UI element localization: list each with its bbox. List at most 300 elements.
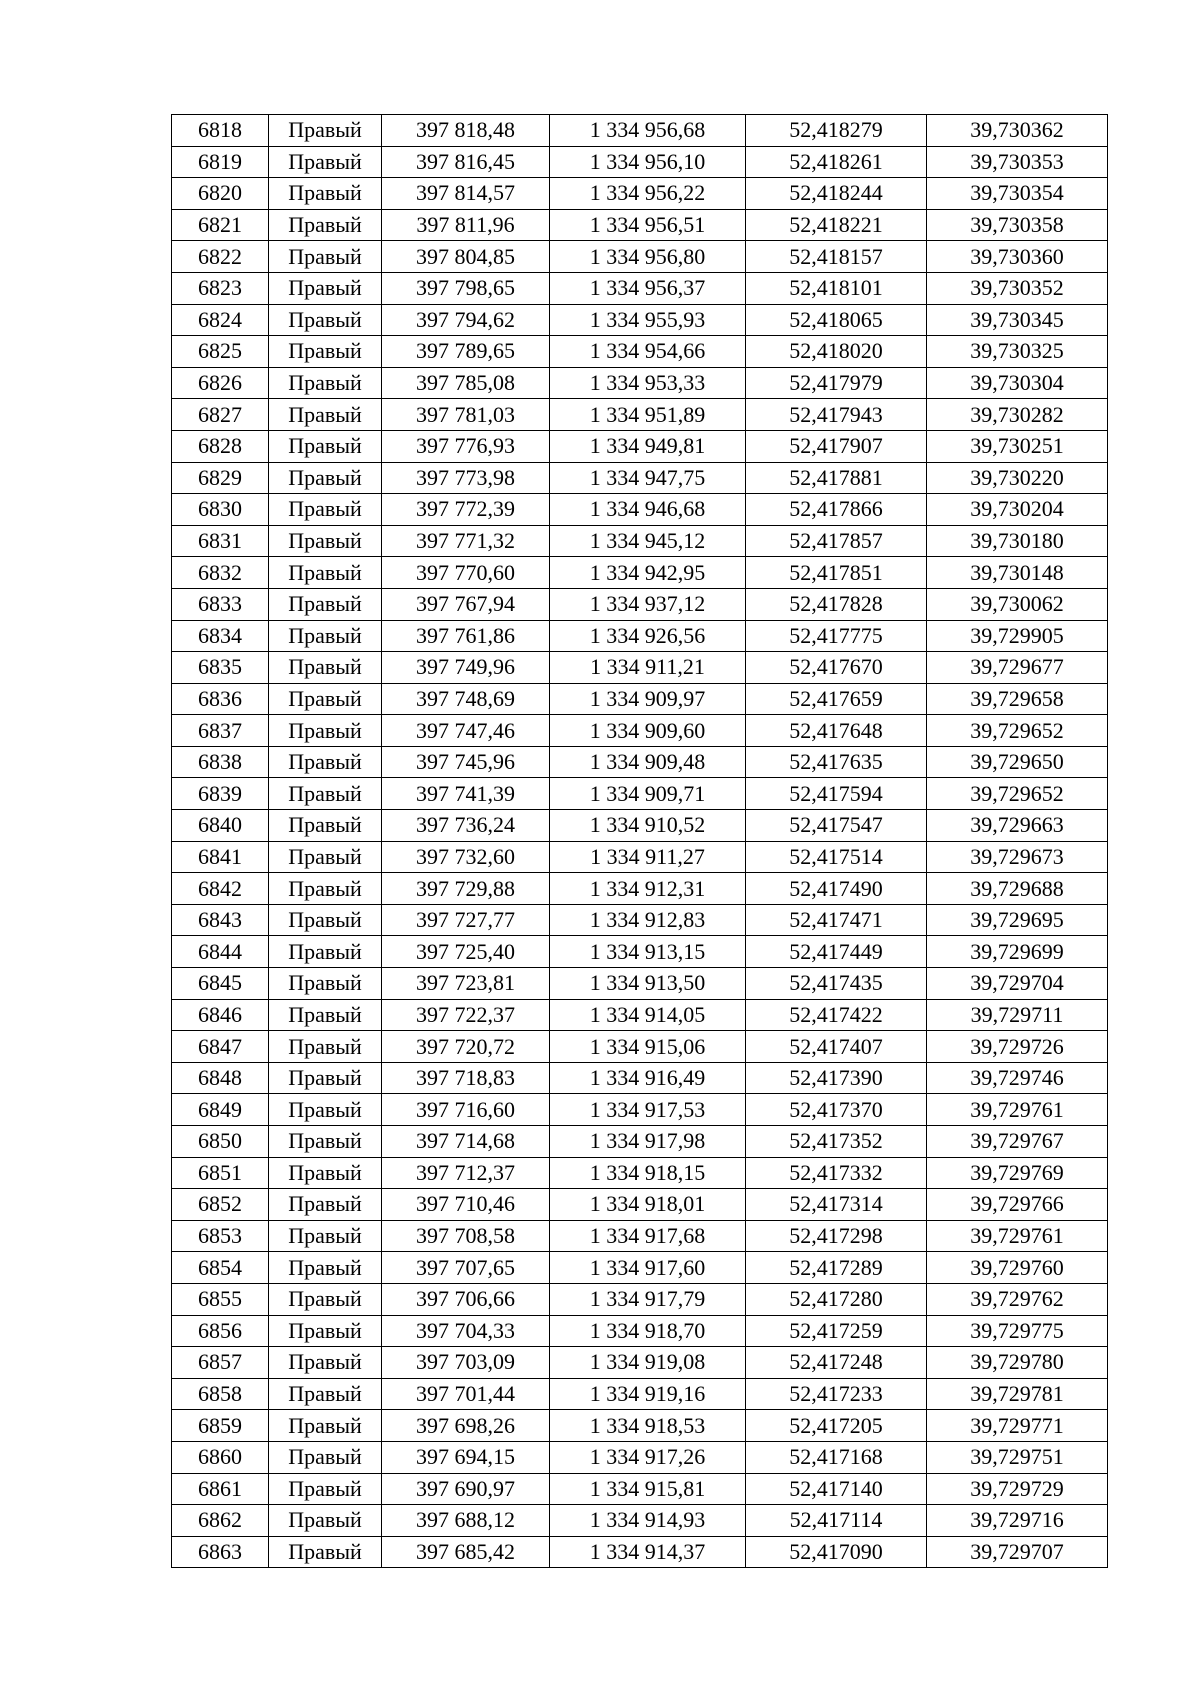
longitude-cell: 39,729711 xyxy=(927,999,1108,1031)
latitude-cell: 52,417259 xyxy=(746,1315,927,1347)
longitude-cell: 39,730180 xyxy=(927,525,1108,557)
latitude-cell: 52,417490 xyxy=(746,873,927,905)
x-coordinate-cell: 397 698,26 xyxy=(382,1410,550,1442)
longitude-cell: 39,729658 xyxy=(927,683,1108,715)
x-coordinate-cell: 397 727,77 xyxy=(382,904,550,936)
latitude-cell: 52,417449 xyxy=(746,936,927,968)
latitude-cell: 52,417866 xyxy=(746,494,927,526)
y-coordinate-cell: 1 334 911,21 xyxy=(550,652,746,684)
point-number-cell: 6829 xyxy=(172,462,269,494)
x-coordinate-cell: 397 708,58 xyxy=(382,1220,550,1252)
point-number-cell: 6821 xyxy=(172,209,269,241)
y-coordinate-cell: 1 334 912,31 xyxy=(550,873,746,905)
x-coordinate-cell: 397 707,65 xyxy=(382,1252,550,1284)
x-coordinate-cell: 397 690,97 xyxy=(382,1473,550,1505)
table-row xyxy=(172,778,1108,810)
table-row xyxy=(172,999,1108,1031)
table-row xyxy=(172,1315,1108,1347)
side-cell: Правый xyxy=(269,652,382,684)
latitude-cell: 52,417248 xyxy=(746,1347,927,1379)
point-number-cell: 6843 xyxy=(172,904,269,936)
point-number-cell: 6862 xyxy=(172,1505,269,1537)
longitude-cell: 39,729699 xyxy=(927,936,1108,968)
point-number-cell: 6861 xyxy=(172,1473,269,1505)
latitude-cell: 52,417140 xyxy=(746,1473,927,1505)
longitude-cell: 39,730251 xyxy=(927,430,1108,462)
latitude-cell: 52,417907 xyxy=(746,430,927,462)
longitude-cell: 39,729769 xyxy=(927,1157,1108,1189)
longitude-cell: 39,729761 xyxy=(927,1094,1108,1126)
y-coordinate-cell: 1 334 917,68 xyxy=(550,1220,746,1252)
side-cell: Правый xyxy=(269,904,382,936)
table-row xyxy=(172,304,1108,336)
latitude-cell: 52,417881 xyxy=(746,462,927,494)
table-row xyxy=(172,1441,1108,1473)
side-cell: Правый xyxy=(269,178,382,210)
longitude-cell: 39,729704 xyxy=(927,968,1108,1000)
point-number-cell: 6842 xyxy=(172,873,269,905)
coordinates-table xyxy=(171,114,1108,1568)
point-number-cell: 6855 xyxy=(172,1283,269,1315)
y-coordinate-cell: 1 334 951,89 xyxy=(550,399,746,431)
table-row xyxy=(172,1220,1108,1252)
y-coordinate-cell: 1 334 954,66 xyxy=(550,336,746,368)
longitude-cell: 39,729905 xyxy=(927,620,1108,652)
table-row xyxy=(172,1157,1108,1189)
x-coordinate-cell: 397 729,88 xyxy=(382,873,550,905)
y-coordinate-cell: 1 334 956,22 xyxy=(550,178,746,210)
side-cell: Правый xyxy=(269,1347,382,1379)
latitude-cell: 52,418157 xyxy=(746,241,927,273)
point-number-cell: 6818 xyxy=(172,115,269,147)
latitude-cell: 52,417298 xyxy=(746,1220,927,1252)
x-coordinate-cell: 397 747,46 xyxy=(382,715,550,747)
x-coordinate-cell: 397 688,12 xyxy=(382,1505,550,1537)
latitude-cell: 52,417471 xyxy=(746,904,927,936)
side-cell: Правый xyxy=(269,778,382,810)
side-cell: Правый xyxy=(269,588,382,620)
longitude-cell: 39,730062 xyxy=(927,588,1108,620)
longitude-cell: 39,729746 xyxy=(927,1062,1108,1094)
x-coordinate-cell: 397 785,08 xyxy=(382,367,550,399)
side-cell: Правый xyxy=(269,209,382,241)
latitude-cell: 52,417314 xyxy=(746,1189,927,1221)
table-row xyxy=(172,1031,1108,1063)
side-cell: Правый xyxy=(269,1157,382,1189)
x-coordinate-cell: 397 814,57 xyxy=(382,178,550,210)
longitude-cell: 39,730352 xyxy=(927,272,1108,304)
x-coordinate-cell: 397 723,81 xyxy=(382,968,550,1000)
x-coordinate-cell: 397 706,66 xyxy=(382,1283,550,1315)
x-coordinate-cell: 397 712,37 xyxy=(382,1157,550,1189)
side-cell: Правый xyxy=(269,462,382,494)
point-number-cell: 6851 xyxy=(172,1157,269,1189)
table-row xyxy=(172,115,1108,147)
x-coordinate-cell: 397 772,39 xyxy=(382,494,550,526)
latitude-cell: 52,417352 xyxy=(746,1126,927,1158)
y-coordinate-cell: 1 334 942,95 xyxy=(550,557,746,589)
x-coordinate-cell: 397 818,48 xyxy=(382,115,550,147)
latitude-cell: 52,418065 xyxy=(746,304,927,336)
point-number-cell: 6860 xyxy=(172,1441,269,1473)
longitude-cell: 39,729677 xyxy=(927,652,1108,684)
point-number-cell: 6848 xyxy=(172,1062,269,1094)
x-coordinate-cell: 397 704,33 xyxy=(382,1315,550,1347)
y-coordinate-cell: 1 334 956,51 xyxy=(550,209,746,241)
latitude-cell: 52,417635 xyxy=(746,746,927,778)
x-coordinate-cell: 397 722,37 xyxy=(382,999,550,1031)
point-number-cell: 6836 xyxy=(172,683,269,715)
longitude-cell: 39,730220 xyxy=(927,462,1108,494)
table-row xyxy=(172,525,1108,557)
side-cell: Правый xyxy=(269,936,382,968)
y-coordinate-cell: 1 334 917,26 xyxy=(550,1441,746,1473)
longitude-cell: 39,729767 xyxy=(927,1126,1108,1158)
table-row xyxy=(172,462,1108,494)
latitude-cell: 52,417547 xyxy=(746,810,927,842)
point-number-cell: 6857 xyxy=(172,1347,269,1379)
side-cell: Правый xyxy=(269,1536,382,1568)
y-coordinate-cell: 1 334 947,75 xyxy=(550,462,746,494)
side-cell: Правый xyxy=(269,1473,382,1505)
longitude-cell: 39,729688 xyxy=(927,873,1108,905)
latitude-cell: 52,417943 xyxy=(746,399,927,431)
table-row xyxy=(172,1347,1108,1379)
latitude-cell: 52,418101 xyxy=(746,272,927,304)
point-number-cell: 6853 xyxy=(172,1220,269,1252)
latitude-cell: 52,417090 xyxy=(746,1536,927,1568)
latitude-cell: 52,417435 xyxy=(746,968,927,1000)
point-number-cell: 6834 xyxy=(172,620,269,652)
x-coordinate-cell: 397 732,60 xyxy=(382,841,550,873)
longitude-cell: 39,729663 xyxy=(927,810,1108,842)
longitude-cell: 39,730325 xyxy=(927,336,1108,368)
y-coordinate-cell: 1 334 919,08 xyxy=(550,1347,746,1379)
point-number-cell: 6828 xyxy=(172,430,269,462)
latitude-cell: 52,418020 xyxy=(746,336,927,368)
x-coordinate-cell: 397 811,96 xyxy=(382,209,550,241)
point-number-cell: 6838 xyxy=(172,746,269,778)
longitude-cell: 39,730204 xyxy=(927,494,1108,526)
side-cell: Правый xyxy=(269,1220,382,1252)
side-cell: Правый xyxy=(269,873,382,905)
longitude-cell: 39,730362 xyxy=(927,115,1108,147)
longitude-cell: 39,729726 xyxy=(927,1031,1108,1063)
table-row xyxy=(172,1473,1108,1505)
table-row xyxy=(172,1410,1108,1442)
longitude-cell: 39,729729 xyxy=(927,1473,1108,1505)
side-cell: Правый xyxy=(269,620,382,652)
side-cell: Правый xyxy=(269,1441,382,1473)
point-number-cell: 6833 xyxy=(172,588,269,620)
table-row xyxy=(172,1094,1108,1126)
table-row xyxy=(172,652,1108,684)
longitude-cell: 39,730354 xyxy=(927,178,1108,210)
longitude-cell: 39,729771 xyxy=(927,1410,1108,1442)
latitude-cell: 52,417659 xyxy=(746,683,927,715)
longitude-cell: 39,729762 xyxy=(927,1283,1108,1315)
y-coordinate-cell: 1 334 955,93 xyxy=(550,304,746,336)
table-row xyxy=(172,904,1108,936)
side-cell: Правый xyxy=(269,1031,382,1063)
x-coordinate-cell: 397 781,03 xyxy=(382,399,550,431)
table-row xyxy=(172,1378,1108,1410)
longitude-cell: 39,729775 xyxy=(927,1315,1108,1347)
latitude-cell: 52,418244 xyxy=(746,178,927,210)
y-coordinate-cell: 1 334 911,27 xyxy=(550,841,746,873)
y-coordinate-cell: 1 334 937,12 xyxy=(550,588,746,620)
table-row xyxy=(172,683,1108,715)
latitude-cell: 52,417775 xyxy=(746,620,927,652)
point-number-cell: 6825 xyxy=(172,336,269,368)
table-row xyxy=(172,494,1108,526)
latitude-cell: 52,418221 xyxy=(746,209,927,241)
table-row xyxy=(172,367,1108,399)
point-number-cell: 6837 xyxy=(172,715,269,747)
side-cell: Правый xyxy=(269,1410,382,1442)
x-coordinate-cell: 397 771,32 xyxy=(382,525,550,557)
longitude-cell: 39,730148 xyxy=(927,557,1108,589)
table-row xyxy=(172,1283,1108,1315)
side-cell: Правый xyxy=(269,1378,382,1410)
latitude-cell: 52,417114 xyxy=(746,1505,927,1537)
point-number-cell: 6823 xyxy=(172,272,269,304)
latitude-cell: 52,417205 xyxy=(746,1410,927,1442)
y-coordinate-cell: 1 334 956,80 xyxy=(550,241,746,273)
y-coordinate-cell: 1 334 918,01 xyxy=(550,1189,746,1221)
side-cell: Правый xyxy=(269,494,382,526)
latitude-cell: 52,418261 xyxy=(746,146,927,178)
x-coordinate-cell: 397 748,69 xyxy=(382,683,550,715)
side-cell: Правый xyxy=(269,115,382,147)
longitude-cell: 39,729650 xyxy=(927,746,1108,778)
table-row xyxy=(172,746,1108,778)
x-coordinate-cell: 397 749,96 xyxy=(382,652,550,684)
longitude-cell: 39,729707 xyxy=(927,1536,1108,1568)
longitude-cell: 39,729760 xyxy=(927,1252,1108,1284)
y-coordinate-cell: 1 334 918,53 xyxy=(550,1410,746,1442)
y-coordinate-cell: 1 334 926,56 xyxy=(550,620,746,652)
side-cell: Правый xyxy=(269,1062,382,1094)
latitude-cell: 52,417233 xyxy=(746,1378,927,1410)
side-cell: Правый xyxy=(269,1189,382,1221)
longitude-cell: 39,729673 xyxy=(927,841,1108,873)
x-coordinate-cell: 397 794,62 xyxy=(382,304,550,336)
latitude-cell: 52,417979 xyxy=(746,367,927,399)
longitude-cell: 39,729652 xyxy=(927,778,1108,810)
longitude-cell: 39,729766 xyxy=(927,1189,1108,1221)
longitude-cell: 39,730358 xyxy=(927,209,1108,241)
side-cell: Правый xyxy=(269,968,382,1000)
y-coordinate-cell: 1 334 909,97 xyxy=(550,683,746,715)
point-number-cell: 6830 xyxy=(172,494,269,526)
side-cell: Правый xyxy=(269,715,382,747)
table-row xyxy=(172,430,1108,462)
x-coordinate-cell: 397 685,42 xyxy=(382,1536,550,1568)
point-number-cell: 6819 xyxy=(172,146,269,178)
point-number-cell: 6826 xyxy=(172,367,269,399)
side-cell: Правый xyxy=(269,746,382,778)
longitude-cell: 39,730304 xyxy=(927,367,1108,399)
side-cell: Правый xyxy=(269,1094,382,1126)
longitude-cell: 39,730282 xyxy=(927,399,1108,431)
latitude-cell: 52,417370 xyxy=(746,1094,927,1126)
point-number-cell: 6822 xyxy=(172,241,269,273)
table-row xyxy=(172,1252,1108,1284)
table-row xyxy=(172,1505,1108,1537)
longitude-cell: 39,730360 xyxy=(927,241,1108,273)
y-coordinate-cell: 1 334 917,79 xyxy=(550,1283,746,1315)
latitude-cell: 52,417332 xyxy=(746,1157,927,1189)
latitude-cell: 52,417648 xyxy=(746,715,927,747)
latitude-cell: 52,417289 xyxy=(746,1252,927,1284)
latitude-cell: 52,417857 xyxy=(746,525,927,557)
y-coordinate-cell: 1 334 956,68 xyxy=(550,115,746,147)
table-row xyxy=(172,557,1108,589)
y-coordinate-cell: 1 334 913,50 xyxy=(550,968,746,1000)
x-coordinate-cell: 397 714,68 xyxy=(382,1126,550,1158)
y-coordinate-cell: 1 334 915,06 xyxy=(550,1031,746,1063)
longitude-cell: 39,729780 xyxy=(927,1347,1108,1379)
latitude-cell: 52,417670 xyxy=(746,652,927,684)
y-coordinate-cell: 1 334 945,12 xyxy=(550,525,746,557)
coordinates-table-body xyxy=(172,115,1108,1568)
y-coordinate-cell: 1 334 914,93 xyxy=(550,1505,746,1537)
point-number-cell: 6831 xyxy=(172,525,269,557)
table-row xyxy=(172,841,1108,873)
y-coordinate-cell: 1 334 956,10 xyxy=(550,146,746,178)
x-coordinate-cell: 397 716,60 xyxy=(382,1094,550,1126)
latitude-cell: 52,417514 xyxy=(746,841,927,873)
latitude-cell: 52,417594 xyxy=(746,778,927,810)
table-row xyxy=(172,209,1108,241)
point-number-cell: 6820 xyxy=(172,178,269,210)
point-number-cell: 6850 xyxy=(172,1126,269,1158)
point-number-cell: 6856 xyxy=(172,1315,269,1347)
x-coordinate-cell: 397 725,40 xyxy=(382,936,550,968)
longitude-cell: 39,729695 xyxy=(927,904,1108,936)
x-coordinate-cell: 397 720,72 xyxy=(382,1031,550,1063)
side-cell: Правый xyxy=(269,1252,382,1284)
x-coordinate-cell: 397 701,44 xyxy=(382,1378,550,1410)
point-number-cell: 6863 xyxy=(172,1536,269,1568)
table-row xyxy=(172,810,1108,842)
x-coordinate-cell: 397 718,83 xyxy=(382,1062,550,1094)
x-coordinate-cell: 397 736,24 xyxy=(382,810,550,842)
table-row xyxy=(172,1062,1108,1094)
y-coordinate-cell: 1 334 909,71 xyxy=(550,778,746,810)
y-coordinate-cell: 1 334 956,37 xyxy=(550,272,746,304)
point-number-cell: 6847 xyxy=(172,1031,269,1063)
y-coordinate-cell: 1 334 918,70 xyxy=(550,1315,746,1347)
longitude-cell: 39,730345 xyxy=(927,304,1108,336)
y-coordinate-cell: 1 334 912,83 xyxy=(550,904,746,936)
x-coordinate-cell: 397 773,98 xyxy=(382,462,550,494)
point-number-cell: 6854 xyxy=(172,1252,269,1284)
y-coordinate-cell: 1 334 909,48 xyxy=(550,746,746,778)
side-cell: Правый xyxy=(269,399,382,431)
y-coordinate-cell: 1 334 949,81 xyxy=(550,430,746,462)
longitude-cell: 39,729716 xyxy=(927,1505,1108,1537)
side-cell: Правый xyxy=(269,999,382,1031)
y-coordinate-cell: 1 334 914,37 xyxy=(550,1536,746,1568)
side-cell: Правый xyxy=(269,241,382,273)
side-cell: Правый xyxy=(269,430,382,462)
y-coordinate-cell: 1 334 910,52 xyxy=(550,810,746,842)
y-coordinate-cell: 1 334 914,05 xyxy=(550,999,746,1031)
side-cell: Правый xyxy=(269,1315,382,1347)
side-cell: Правый xyxy=(269,1505,382,1537)
y-coordinate-cell: 1 334 917,60 xyxy=(550,1252,746,1284)
side-cell: Правый xyxy=(269,272,382,304)
x-coordinate-cell: 397 816,45 xyxy=(382,146,550,178)
table-row xyxy=(172,620,1108,652)
x-coordinate-cell: 397 789,65 xyxy=(382,336,550,368)
table-row xyxy=(172,1126,1108,1158)
longitude-cell: 39,729781 xyxy=(927,1378,1108,1410)
y-coordinate-cell: 1 334 909,60 xyxy=(550,715,746,747)
point-number-cell: 6839 xyxy=(172,778,269,810)
y-coordinate-cell: 1 334 953,33 xyxy=(550,367,746,399)
y-coordinate-cell: 1 334 916,49 xyxy=(550,1062,746,1094)
side-cell: Правый xyxy=(269,146,382,178)
x-coordinate-cell: 397 761,86 xyxy=(382,620,550,652)
point-number-cell: 6835 xyxy=(172,652,269,684)
longitude-cell: 39,729751 xyxy=(927,1441,1108,1473)
table-row xyxy=(172,336,1108,368)
table-row xyxy=(172,399,1108,431)
latitude-cell: 52,417390 xyxy=(746,1062,927,1094)
x-coordinate-cell: 397 710,46 xyxy=(382,1189,550,1221)
table-row xyxy=(172,588,1108,620)
y-coordinate-cell: 1 334 915,81 xyxy=(550,1473,746,1505)
x-coordinate-cell: 397 694,15 xyxy=(382,1441,550,1473)
table-row xyxy=(172,936,1108,968)
table-row xyxy=(172,1536,1108,1568)
latitude-cell: 52,417828 xyxy=(746,588,927,620)
side-cell: Правый xyxy=(269,1126,382,1158)
side-cell: Правый xyxy=(269,683,382,715)
point-number-cell: 6859 xyxy=(172,1410,269,1442)
point-number-cell: 6832 xyxy=(172,557,269,589)
point-number-cell: 6827 xyxy=(172,399,269,431)
x-coordinate-cell: 397 741,39 xyxy=(382,778,550,810)
point-number-cell: 6840 xyxy=(172,810,269,842)
y-coordinate-cell: 1 334 946,68 xyxy=(550,494,746,526)
x-coordinate-cell: 397 798,65 xyxy=(382,272,550,304)
y-coordinate-cell: 1 334 917,53 xyxy=(550,1094,746,1126)
table-row xyxy=(172,272,1108,304)
longitude-cell: 39,729652 xyxy=(927,715,1108,747)
x-coordinate-cell: 397 703,09 xyxy=(382,1347,550,1379)
table-row xyxy=(172,146,1108,178)
point-number-cell: 6841 xyxy=(172,841,269,873)
side-cell: Правый xyxy=(269,1283,382,1315)
side-cell: Правый xyxy=(269,367,382,399)
latitude-cell: 52,417168 xyxy=(746,1441,927,1473)
table-row xyxy=(172,968,1108,1000)
latitude-cell: 52,418279 xyxy=(746,115,927,147)
y-coordinate-cell: 1 334 919,16 xyxy=(550,1378,746,1410)
point-number-cell: 6844 xyxy=(172,936,269,968)
table-row xyxy=(172,873,1108,905)
longitude-cell: 39,730353 xyxy=(927,146,1108,178)
table-row xyxy=(172,715,1108,747)
point-number-cell: 6845 xyxy=(172,968,269,1000)
side-cell: Правый xyxy=(269,557,382,589)
x-coordinate-cell: 397 745,96 xyxy=(382,746,550,778)
point-number-cell: 6858 xyxy=(172,1378,269,1410)
